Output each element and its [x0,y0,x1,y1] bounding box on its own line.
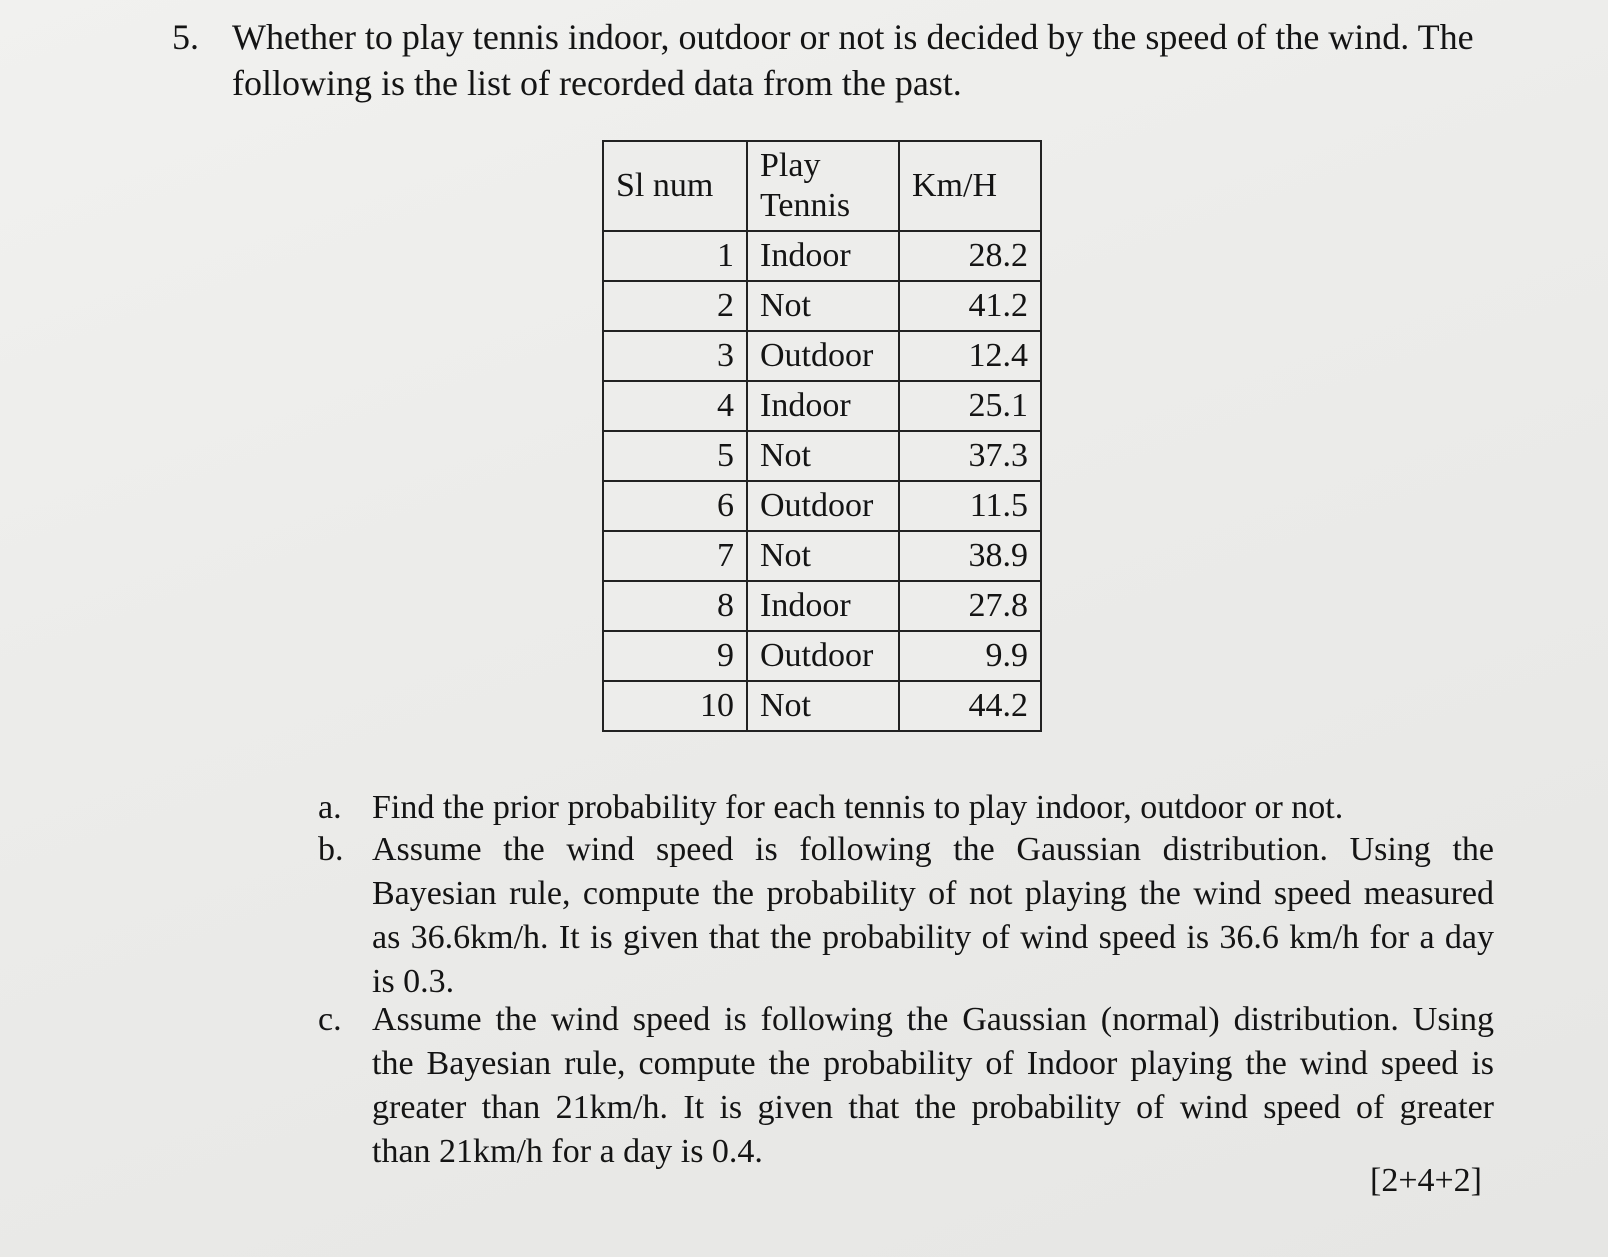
cell-play: Not [747,531,899,581]
cell-sl: 10 [603,681,747,731]
cell-play: Indoor [747,381,899,431]
part-c-line: the Bayesian rule, compute the probability of Indoor playing the wind speed is [372,1045,1494,1082]
cell-play: Not [747,431,899,481]
cell-kmh: 38.9 [899,531,1041,581]
question-text [232,14,1512,106]
cell-kmh: 9.9 [899,631,1041,681]
cell-play: Indoor [747,581,899,631]
header-kmh: Km/H [899,141,1041,231]
question-header [172,14,1512,106]
cell-kmh: 25.1 [899,381,1041,431]
cell-sl: 2 [603,281,747,331]
cell-kmh: 37.3 [899,431,1041,481]
cell-sl: 9 [603,631,747,681]
part-a-text [372,786,1494,830]
part-b-line: as 36.6km/h. It is given that the probability of wind speed is 36.6 km/h for a day [372,919,1494,956]
cell-sl: 8 [603,581,747,631]
table-row [603,531,1041,581]
cell-play: Outdoor [747,481,899,531]
cell-kmh: 12.4 [899,331,1041,381]
cell-kmh: 41.2 [899,281,1041,331]
part-a [318,786,1494,830]
table-row [603,481,1041,531]
question-number: 5. [172,17,199,57]
part-b-line: is 0.3. [372,963,455,1000]
part-c-line: than 21km/h for a day is 0.4. [372,1133,763,1170]
part-c-line: greater than 21km/h. It is given that the probability of wind speed of greater [372,1089,1494,1126]
part-b-label: b. [318,831,344,868]
cell-play: Not [747,281,899,331]
part-c-label: c. [318,1001,342,1038]
part-a-line: Find the prior probability for each tennis to play indoor, outdoor or not. [372,789,1344,826]
cell-kmh: 27.8 [899,581,1041,631]
cell-play: Indoor [747,231,899,281]
part-c-line: Assume the wind speed is following the Gaussian (normal) distribution. Using [372,1001,1494,1038]
cell-kmh: 28.2 [899,231,1041,281]
part-c-text [372,998,1494,1174]
question-line: Whether to play tennis indoor, outdoor or not is decided by the speed of the wind. The [232,17,1474,57]
cell-sl: 4 [603,381,747,431]
cell-sl: 6 [603,481,747,531]
part-b [318,828,1494,1004]
header-play-line1: Play [760,147,821,184]
table-row [603,281,1041,331]
cell-sl: 7 [603,531,747,581]
question-line: following is the list of recorded data from the past. [232,63,962,103]
table-row [603,331,1041,381]
part-b-line: Bayesian rule, compute the probability of not playing the wind speed measured [372,875,1494,912]
part-c [318,998,1494,1174]
table-row [603,581,1041,631]
part-b-text [372,828,1494,1004]
cell-sl: 1 [603,231,747,281]
header-play-tennis [747,141,899,231]
marks-allocation: [2+4+2] [1370,1162,1482,1199]
cell-sl: 5 [603,431,747,481]
table-row [603,381,1041,431]
part-a-label: a. [318,789,342,826]
wind-data-table [602,140,1042,732]
cell-kmh: 11.5 [899,481,1041,531]
cell-play: Not [747,681,899,731]
table-header-row [603,141,1041,231]
cell-kmh: 44.2 [899,681,1041,731]
header-sl-num: Sl num [603,141,747,231]
table-row [603,431,1041,481]
table-row [603,681,1041,731]
part-b-line: Assume the wind speed is following the Gaussian distribution. Using the [372,831,1494,868]
header-play-line2: Tennis [760,187,851,224]
table-row [603,231,1041,281]
cell-play: Outdoor [747,631,899,681]
table-row [603,631,1041,681]
cell-play: Outdoor [747,331,899,381]
cell-sl: 3 [603,331,747,381]
